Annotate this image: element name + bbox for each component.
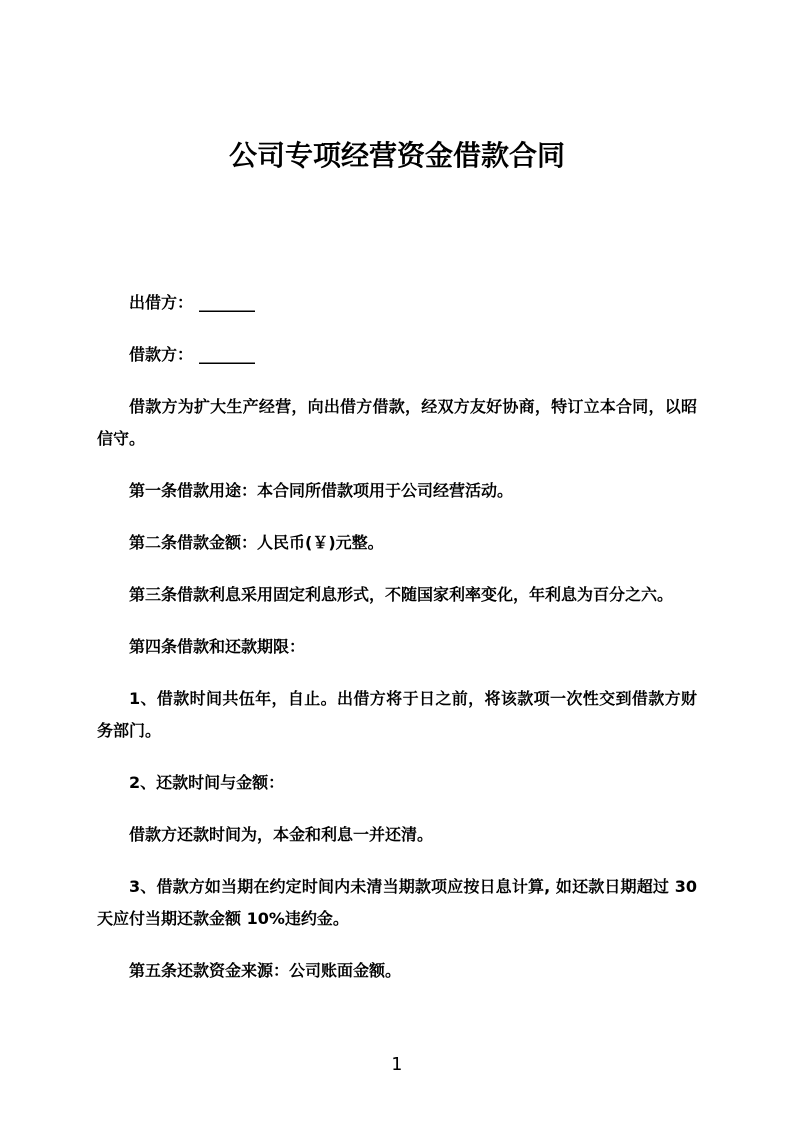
borrower-label: 借款方： [129,345,194,364]
lender-label: 出借方： [129,293,194,312]
lender-line [97,287,697,319]
borrower-line [97,339,697,371]
contract-paragraph-item3: 3、借款方如当期在约定时间内未清当期款项应按日息计算, 如还款日期超过 30 天应付当期还款金额 10%违约金。 [97,877,697,928]
contract-paragraph-item1: 1、借款时间共伍年，自止。出借方将于日之前，将该款项一次性交到借款方财务部门。 [97,689,697,740]
contract-paragraph-item2-detail: 借款方还款时间为，本金和利息一并还清。 [129,825,434,844]
contract-title: 公司专项经营资金借款合同 [228,139,565,172]
contract-paragraph-item2: 2、还款时间与金额： [129,773,285,792]
lender-blank-field: _______ [199,293,256,312]
contract-paragraph-preamble: 借款方为扩大生产经营，向出借方借款，经双方友好协商，特订立本合同，以昭信守。 [97,397,697,448]
contract-paragraph-article1: 第一条借款用途：本合同所借款项用于公司经营活动。 [129,481,514,500]
page-number: 1 [391,1054,402,1075]
contract-paragraph-article4: 第四条借款和还款期限： [129,637,306,656]
contract-paragraph-article5: 第五条还款资金来源：公司账面金额。 [129,961,402,980]
contract-paragraph-article3: 第三条借款利息采用固定利息形式，不随国家利率变化，年利息为百分之六。 [129,585,674,604]
borrower-blank-field: _______ [199,345,256,364]
contract-paragraph-article2: 第二条借款金额：人民币(￥)元整。 [129,533,384,552]
contract-body [97,287,697,987]
